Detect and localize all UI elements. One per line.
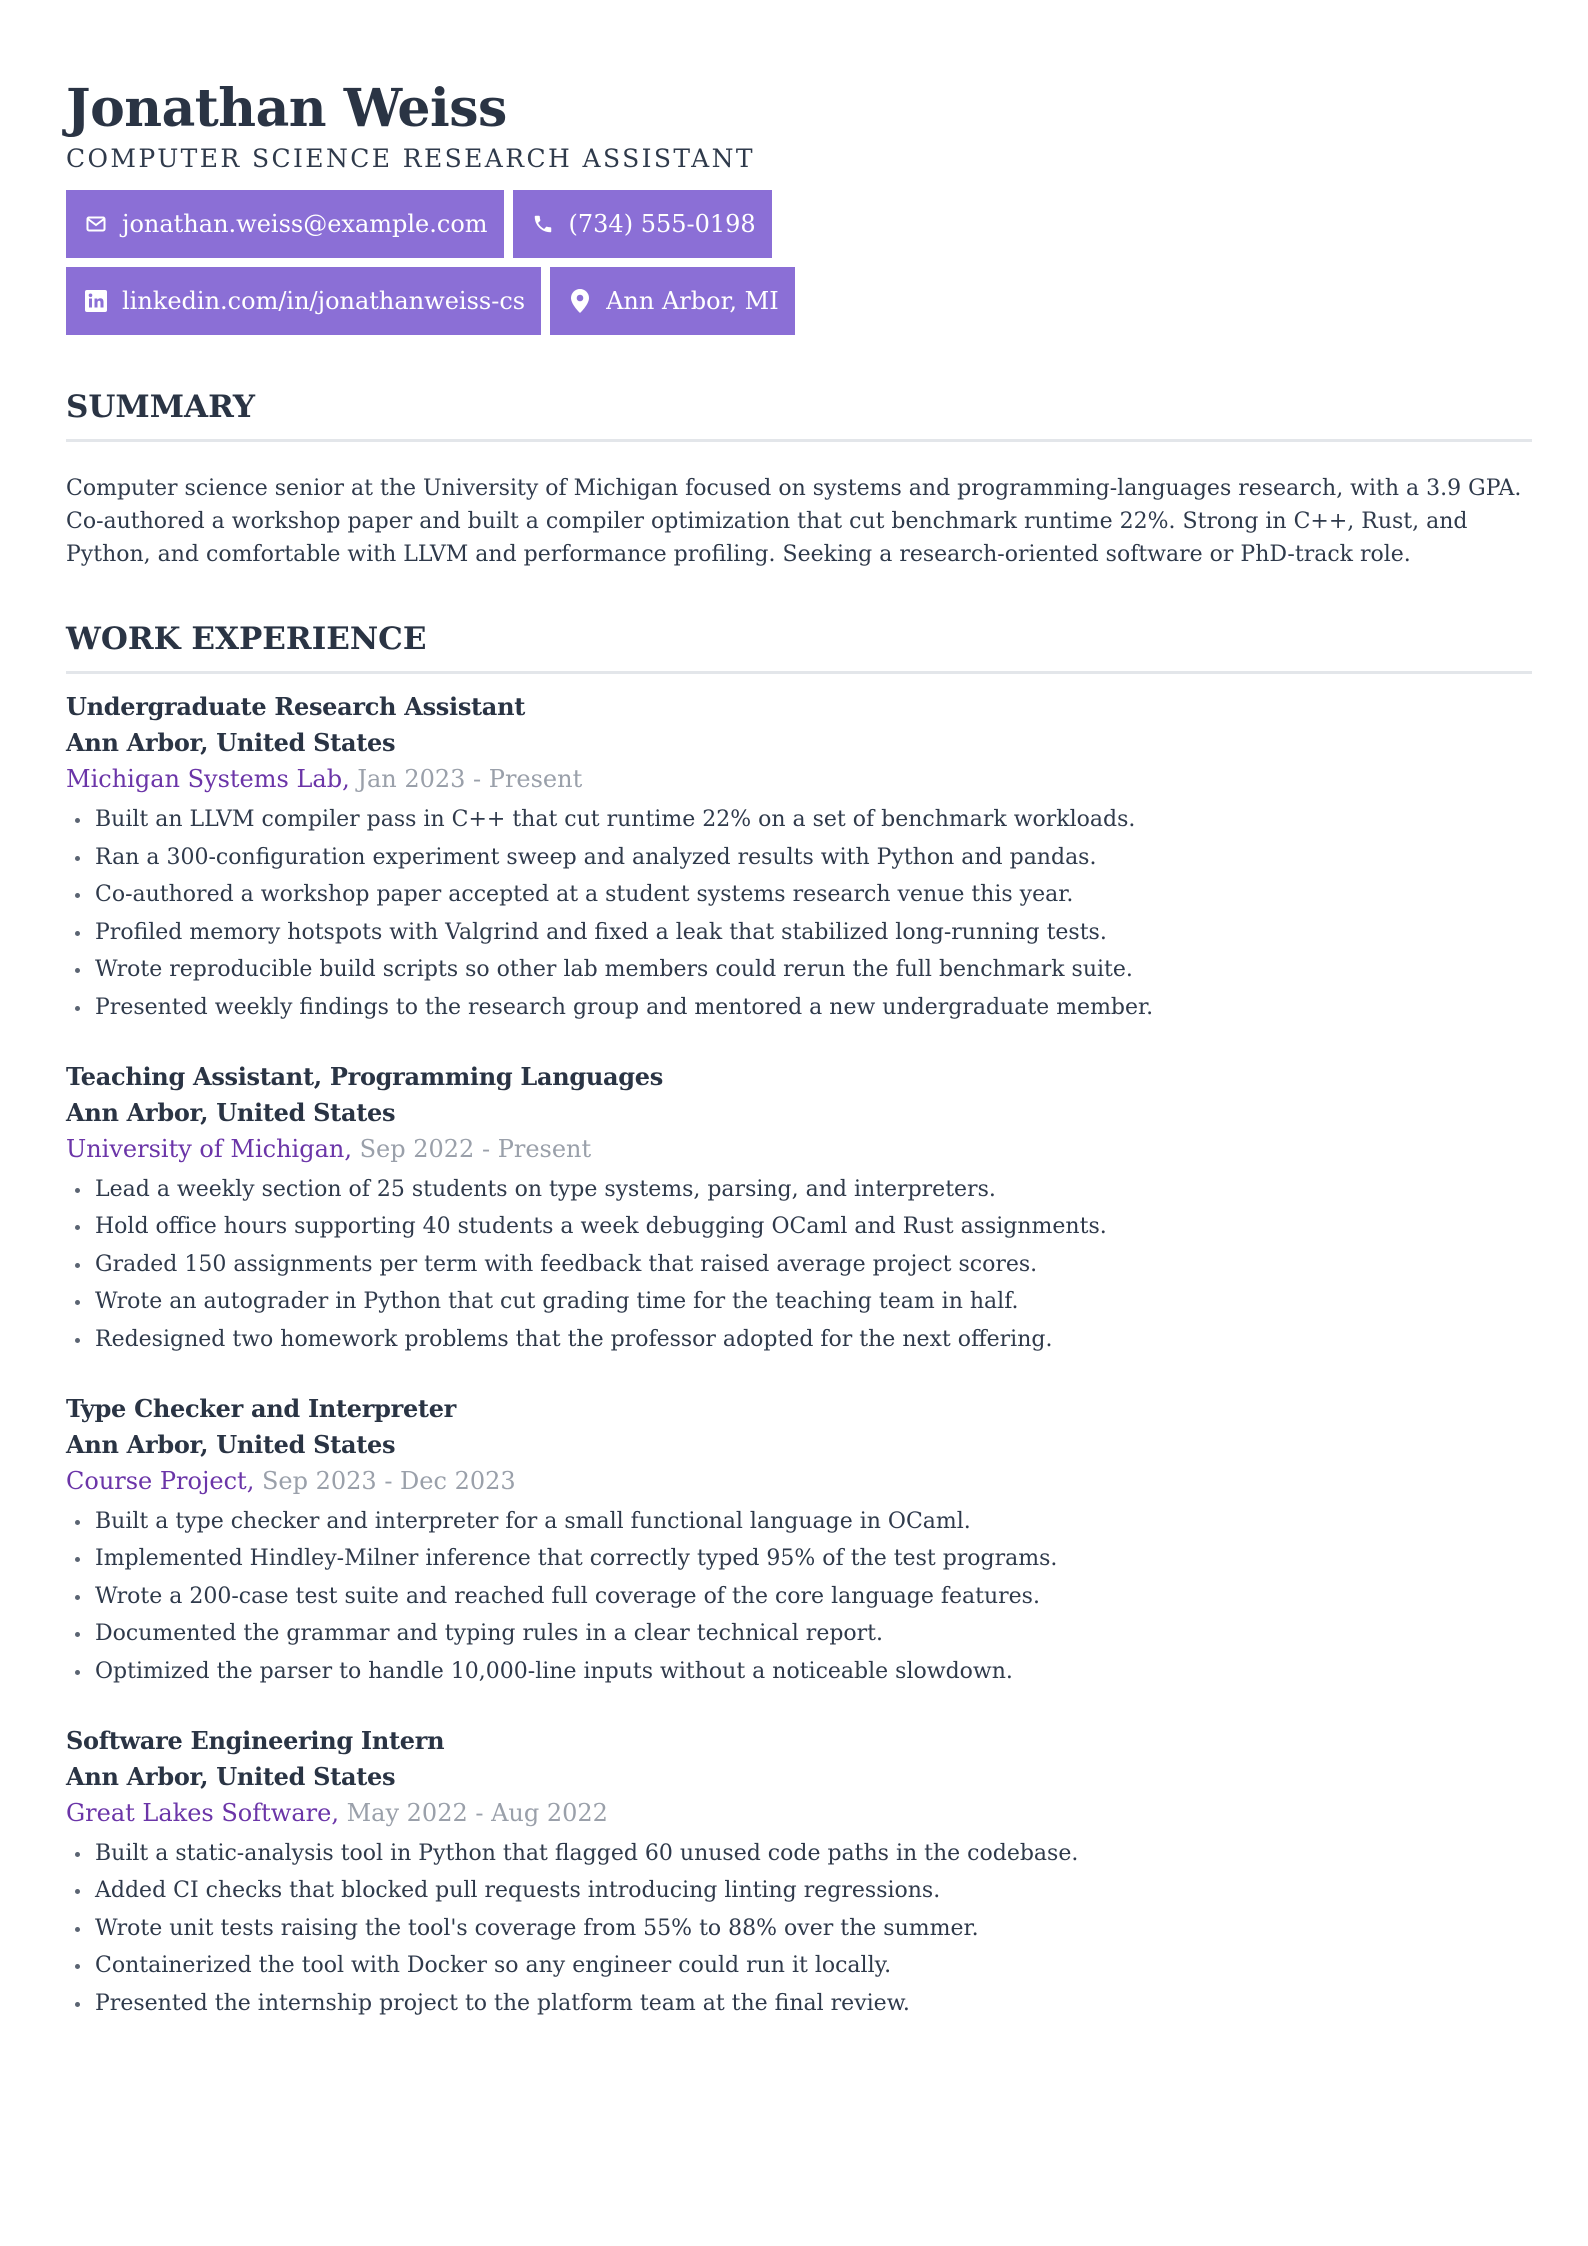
job-entry: [66, 1059, 1522, 1359]
bullet-item: Containerized the tool with Docker so any engineer could run it locally.: [66, 1947, 1522, 1985]
envelope-icon: [84, 212, 108, 236]
contact-row: [66, 190, 826, 258]
company-name: Course Project: [66, 1466, 247, 1495]
job-entry: [66, 1723, 1522, 2023]
job-dates: May 2022 - Aug 2022: [346, 1798, 608, 1827]
job-bullets: [66, 1171, 1522, 1359]
linkedin-icon: [84, 289, 108, 313]
map-pin-icon: [568, 289, 592, 313]
job-bullets: [66, 1835, 1522, 2023]
email-text: jonathan.weiss@example.com: [122, 210, 488, 238]
job-title: Software Engineering Intern: [66, 1725, 445, 1755]
bullet-item: Wrote reproducible build scripts so other lab members could rerun the full benchmark suite.: [66, 951, 1522, 989]
job-dates: Jan 2023 - Present: [357, 765, 583, 793]
job-location: Ann Arbor, United States: [66, 728, 396, 757]
job-meta: Course Project, Sep 2023 - Dec 2023: [66, 1466, 516, 1495]
location-text: Ann Arbor, MI: [606, 287, 779, 315]
company-name: Michigan Systems Lab: [66, 765, 343, 793]
job-meta: University of Michigan, Sep 2022 - Present: [66, 1134, 592, 1163]
email-chip[interactable]: [66, 190, 504, 258]
contact-chips: [66, 190, 826, 335]
location-chip[interactable]: [550, 267, 795, 335]
company-name: University of Michigan: [66, 1134, 345, 1163]
job-title: Teaching Assistant, Programming Languages: [66, 1061, 663, 1091]
phone-icon: [531, 212, 555, 236]
bullet-item: Built a type checker and interpreter for a small functional language in OCaml.: [66, 1503, 1522, 1541]
job-meta: Great Lakes Software, May 2022 - Aug 2022: [66, 1798, 608, 1827]
job-dates: Sep 2022 - Present: [359, 1134, 592, 1163]
job-entry: [66, 689, 1522, 1027]
bullet-item: Optimized the parser to handle 10,000-line inputs without a noticeable slowdown.: [66, 1653, 1522, 1691]
company-name: Great Lakes Software: [66, 1798, 332, 1827]
phone-text: (734) 555-0198: [568, 210, 756, 238]
job-list: [66, 689, 1522, 2022]
bullet-item: Hold office hours supporting 40 students a week debugging OCaml and Rust assignments.: [66, 1208, 1522, 1246]
job-dates: Sep 2023 - Dec 2023: [261, 1466, 516, 1495]
job-title: Undergraduate Research Assistant: [66, 692, 525, 721]
bullet-item: Added CI checks that blocked pull requests introducing linting regressions.: [66, 1872, 1522, 1910]
bullet-item: Built an LLVM compiler pass in C++ that cut runtime 22% on a set of benchmark workloads.: [66, 801, 1522, 839]
bullet-item: Documented the grammar and typing rules in a clear technical report.: [66, 1615, 1522, 1653]
job-title: Type Checker and Interpreter: [66, 1393, 457, 1423]
candidate-title: COMPUTER SCIENCE RESEARCH ASSISTANT: [66, 144, 755, 173]
job-bullets: [66, 801, 1522, 1027]
job-meta: Michigan Systems Lab, Jan 2023 - Present: [66, 765, 583, 793]
linkedin-text: linkedin.com/in/jonathanweiss-cs: [122, 287, 526, 315]
job-bullets: [66, 1503, 1522, 1691]
bullet-item: Lead a weekly section of 25 students on type systems, parsing, and interpreters.: [66, 1171, 1522, 1209]
bullet-item: Co-authored a workshop paper accepted at a student systems research venue this year.: [66, 876, 1522, 914]
bullet-item: Redesigned two homework problems that the professor adopted for the next offering.: [66, 1321, 1522, 1359]
bullet-item: Profiled memory hotspots with Valgrind and fixed a leak that stabilized long-running tests.: [66, 914, 1522, 952]
contact-row: [66, 267, 826, 335]
bullet-item: Ran a 300-configuration experiment sweep and analyzed results with Python and pandas.: [66, 839, 1522, 877]
bullet-item: Built a static-analysis tool in Python that flagged 60 unused code paths in the codebase.: [66, 1835, 1522, 1873]
work-experience-section: [66, 619, 1522, 2022]
section-divider: [66, 439, 1532, 442]
job-entry: [66, 1391, 1522, 1691]
bullet-item: Presented the internship project to the platform team at the final review.: [66, 1985, 1522, 2023]
phone-chip[interactable]: [513, 190, 772, 258]
section-divider: [66, 671, 1532, 674]
summary-text: Computer science senior at the University of Michigan focused on systems and programming-languages research, with a 3.9 GPA. Co-authored a workshop paper and built a compiler optimization that cut benchmark runtime 22%. Strong in C++, Rust, and Python, and comfortable with LLVM and performance profiling. Seeking a research-oriented software or PhD-track role.: [66, 476, 1522, 567]
bullet-item: Wrote unit tests raising the tool's coverage from 55% to 88% over the summer.: [66, 1910, 1522, 1948]
summary-heading: SUMMARY: [66, 389, 256, 425]
work-experience-heading: WORK EXPERIENCE: [66, 621, 427, 657]
summary-section: [66, 387, 1522, 571]
job-location: Ann Arbor, United States: [66, 1429, 396, 1459]
candidate-name: Jonathan Weiss: [66, 78, 507, 139]
job-location: Ann Arbor, United States: [66, 1097, 396, 1127]
bullet-item: Wrote a 200-case test suite and reached full coverage of the core language features.: [66, 1578, 1522, 1616]
job-location: Ann Arbor, United States: [66, 1761, 396, 1791]
linkedin-chip[interactable]: [66, 267, 541, 335]
bullet-item: Graded 150 assignments per term with feedback that raised average project scores.: [66, 1246, 1522, 1284]
bullet-item: Presented weekly findings to the research group and mentored a new undergraduate member.: [66, 989, 1522, 1027]
bullet-item: Wrote an autograder in Python that cut grading time for the teaching team in half.: [66, 1283, 1522, 1321]
bullet-item: Implemented Hindley-Milner inference that correctly typed 95% of the test programs.: [66, 1540, 1522, 1578]
